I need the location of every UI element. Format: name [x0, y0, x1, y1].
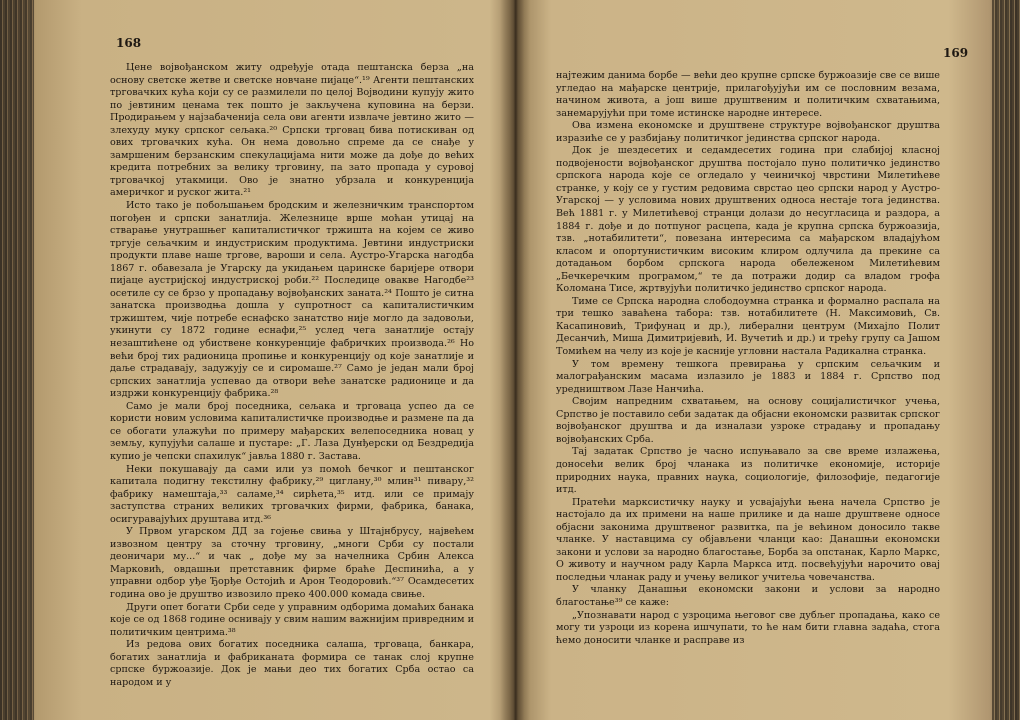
left-page	[38, 0, 500, 720]
paragraph: најтежим данима борбе — већи део крупне српске буржоазије све се више угледао на мађарске центрије, прилагођујући им се пословним везама, начином живота, а још више друштвеним и политичким схватањима, занемарујући при томе истинске народне интересе.	[556, 70, 940, 119]
right-page-text	[556, 70, 940, 647]
right-page	[528, 0, 986, 720]
left-page-edges	[0, 0, 34, 720]
paragraph: У чланку Данашњи економски закони и услови за народно благостање³⁹ се каже:	[556, 584, 940, 608]
paragraph: Ова измена економске и друштвене структуре војвођанског друштва изразиће се у разбијању политичког јединства српског народа.	[556, 120, 940, 144]
paragraph: Пратећи марксистичку науку и усвајајући њена начела Српство је настојало да их примени на наше прилике и да наше друштвене односе објасни законима друштвеног развитка, па је већином доносило такве чланке. У наставцима су објављени чланци као: Данашњи економски закони и услови за народно благостање, Борба за опстанак, Карло Маркс, О животу и научном раду Карла Маркса итд. посвећујући нарочито овај последњи чланак раду и учењу великог учитеља човечанства.	[556, 496, 940, 583]
paragraph: Неки покушавају да сами или уз помоћ бечког и пештанског капитала подигну текстилну фабрику,²⁹ циглану,³⁰ млин³¹ пивару,³² фабрику намештаја,³³ саламе,³⁴ сирћета,³⁵ итд. или се примају заступства страних великих трговачких фирми, фабрика, банака, осигуравајућих друштава итд.³⁶	[110, 463, 474, 525]
page-number-right: 169	[943, 46, 969, 60]
paragraph: Само је мали број поседника, сељака и трговаца успео да се користи новим условима капиталистичке производње и размене па да се обогати улажући по примеру мађарских велепоседника новац у земљу, купујући салаше и пустаре: „Г. Лаза Дунђерски од Бездредија купио је чепски спахилук“ јавља 1880 г. Застава.	[110, 400, 474, 462]
paragraph: Исто тако је побољшањем бродским и железничким транспортом погођен и српски занатлија. Железнице врше моћан утицај на стварање унутрашњег капиталистичког тржишта на којем се живо тргује сељачким и индустриским продуктима. Јевтини индустриски продукти плаве наше тргове, вароши и села. Аустро-Угарска нагодба 1867 г. обавезала је Угарску да укидањем царинске баријере отвори пијаце аустријској индустриској роби.²² Последице овакве Нагодбе²³ осетиле су се брзо у пропадању војвођанских заната.²⁴ Пошто је ситна занатска производња дошла у супротност са капиталистичким тржиштем, чије потребе еснафско занатство није могло да задовољи, укинути су 1872 године еснафи,²⁵ услед чега занатлије остају незаштићене од убиствене конкуренције фабричких производа.²⁶ Но већи број тих радионица пропиње и конкуренцију од које занатлије и даље страдавају, задужују се и сиромаше.²⁷ Само је један мали број српских занатлија успевао да отвори веће занатске радионице и да издржи конкуренцију фабрика.²⁸	[110, 200, 474, 400]
paragraph: Други опет богати Срби седе у управним одборима домаћих банака које се од 1868 године оснивају у свим нашим важнијим привредним и политичким центрима.³⁸	[110, 601, 474, 638]
paragraph: „Упознавати народ с узроцима његовог све дубљег пропадања, како се могу ти узроци из корена ишчупати, то ће нам бити главна задаћа, стога ћемо доносити чланке и расправе из	[556, 609, 940, 646]
book-gutter	[500, 0, 530, 720]
paragraph: Док је шездесетих и седамдесетих година при слабијој класној подвојености војвођанског друштва постојало пуно политичко јединство српскога народа које се огледало у чеиничкој чврстини Милетићеве странке, у коју се у густим редовима сврстао цео српски народ у Аустро-Угарској — у условима нових друштвених односа нестаје тога јединства. Већ 1881 г. у Милетићевој странци долази до несугласица и раздора, а 1884 г. дође и до потпуног расцепа, када је крупна српска буржоазија, тзв. „нотабилитети“, повезана интересима са мађарском владајућом класом и опортунистичким високим клиром одлучила да прекине са дотадањом борбом српскога народа обележеном Милетићевим „Бечкеречким програмом,“ те да потражи додир са владом грофа Коломана Тисе, жртвујући политичко јединство српског народа.	[556, 145, 940, 295]
paragraph: У Првом угарском ДД за гојење свиња у Штајнбрусу, највећем извозном центру за сточну трговину, „многи Срби су постали деоничари му...“ и чак „ дође му за начелника Србин Алекса Марковић, овдашњи претставник фирме браће Деспинића, а у управни одбор уђе Ђорђе Остојић и Арон Теодоровић.“³⁷ Осамдесетих година ово је друштво извозило преко 400.000 комада свиње.	[110, 526, 474, 600]
paragraph: У том времену тешкога превирања у српским сељачким и малограђанским масама излазило је 1883 и 1884 г. Српство под уредништвом Лазе Нанчића.	[556, 358, 940, 395]
right-page-edges	[992, 0, 1020, 720]
paragraph: Из редова ових богатих поседника салаша, трговаца, банкара, богатих занатлија и фабриканата формира се танак слој крупне српске буржоазије. Док је мањи део тих богатих Срба остао са народом и у	[110, 639, 474, 688]
paragraph: Цене војвођанском житу одређује отада пештанска берза „на основу светске жетве и светске новчане пијаце“.¹⁹ Агенти пештанских трговачких кућа који су се размилели по целој Војводини купују жито по јевтиним ценама тек пошто је закључена куповина на берзи. Продирањем у најзабаченија села ови агенти извлаче јевтино жито — злехуду муку српског сељака.²⁰ Српски трговац бива потискиван од ових трговачких кућа. Он нема довољно спреме да се снађе у замршеним берзанским спекулацијама нити може да дође до већих кредита потребних за велику трговину, па зато пропада у суровој трговачкој утакмици. Ово је знатно убрзала и конкуренција америчког и руског жита.²¹	[110, 62, 474, 199]
paragraph: Тај задатак Српство је часно испуњавало за све време излажења, доносећи велик број чланака из политичке економије, историје природних наука, правних наука, социологије, филозофије, педагогије итд.	[556, 446, 940, 496]
page-number-left: 168	[116, 36, 142, 50]
paragraph: Тиме се Српска народна слободоумна странка и формално распала на три тешко заваћена табора: тзв. нотабилитете (Н. Максимовић, Св. Касапиновић, Трифунац и др.), либерални центрум (Михајло Полит Десанчић, Миша Димитријевић, И. Вучетић и др.) и трећу групу са Јашом Томићем на челу из које је касније угловни настала Радикална странка.	[556, 295, 940, 358]
left-page-text	[110, 62, 474, 689]
paragraph: Својим напредним схватањем, на основу социјалистичког учења, Српство је поставило себи задатак да објасни економски развитак српског војвођанског друштва и да изналази узроке страдању и пропадању војвођанских Срба.	[556, 396, 940, 445]
